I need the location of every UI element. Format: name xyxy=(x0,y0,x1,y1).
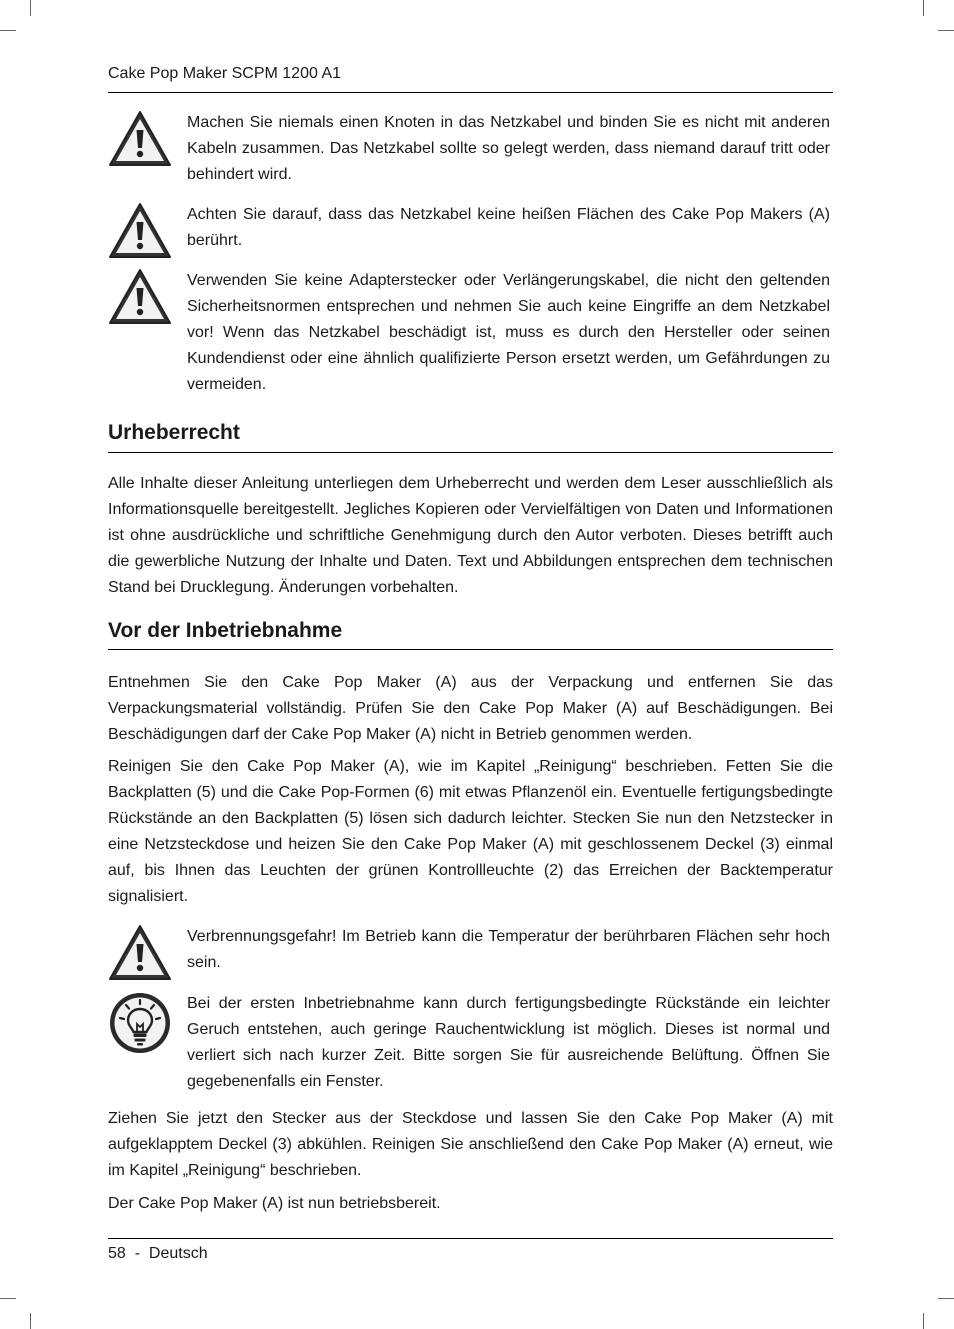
copyright-paragraph: Alle Inhalte dieser Anleitung unterliegen dem Urheberrecht und werden dem Leser ausschließlich als Informationsquelle bereitgestellt. Jegliches Kopieren oder Vervielfältigen von Daten und Informationen ist ohne ausdrückliche und schriftliche Genehmigung durch den Autor verboten. Dieses betrifft auch die gewerbliche Nutzung der Inhalte und Daten. Text und Abbildungen entsprechen dem technischen Stand bei Drucklegung. Änderungen vorbehalten. xyxy=(108,475,833,596)
header-rule xyxy=(108,92,833,93)
warning-text: Achten Sie darauf, dass das Netzkabel keine heißen Flächen des Cake Pop Makers (A) berührt. xyxy=(187,206,830,249)
body-paragraph: Der Cake Pop Maker (A) ist nun betriebsbereit. xyxy=(108,1195,441,1212)
warning-text: Verwenden Sie keine Adapterstecker oder Verlängerungskabel, die nicht den geltenden Sicherheitsnormen entsprechen und nehmen Sie auch keine Eingriffe an dem Netzkabel vor! Wenn das Netzkabel beschädigt ist, muss es durch den Hersteller oder seinen Kundendienst oder eine ähnlich qualifizierte Person ersetzt werden, um Gefährdungen zu vermeiden. xyxy=(187,272,830,393)
crop-mark xyxy=(30,1313,31,1329)
section-rule xyxy=(108,649,833,650)
warning-triangle-icon xyxy=(108,268,172,326)
crop-mark xyxy=(0,30,16,31)
section-heading: Urheberrecht xyxy=(108,421,240,444)
lightbulb-tip-icon xyxy=(108,991,172,1055)
body-paragraph: Ziehen Sie jetzt den Stecker aus der Steckdose und lassen Sie den Cake Pop Maker (A) mit aufgeklapptem Deckel (3) abkühlen. Reinigen Sie anschließend den Cake Pop Maker (A) erneut, wie im Kapitel „Reinigung“ beschrieben. xyxy=(108,1110,833,1179)
footer-rule xyxy=(108,1238,833,1239)
crop-mark xyxy=(923,0,924,16)
crop-mark xyxy=(923,1313,924,1329)
crop-mark xyxy=(30,0,31,16)
body-paragraph: Reinigen Sie den Cake Pop Maker (A), wie im Kapitel „Reinigung“ beschrieben. Fetten Sie die Backplatten (5) und die Cake Pop-Formen (6) mit etwas Pflanzenöl ein. Eventuelle fertigungsbedingte Rückstände an den Backplatten (5) lösen sich dadurch leichter. Stecken Sie nun den Netzstecker in eine Netzsteckdose und heizen Sie den Cake Pop Maker (A) mit geschlossenem Deckel (3) einmal auf, bis Ihnen das Leuchten der grünen Kontrollleuchte (2) das Erreichen der Backtemperatur signalisiert. xyxy=(108,758,833,905)
section-rule xyxy=(108,452,833,453)
warning-triangle-icon xyxy=(108,202,172,260)
running-header: Cake Pop Maker SCPM 1200 A1 xyxy=(108,65,342,82)
section-heading: Vor der Inbetriebnahme xyxy=(108,619,343,642)
crop-mark xyxy=(938,1298,954,1299)
warning-triangle-icon xyxy=(108,110,172,168)
crop-mark xyxy=(0,1298,16,1299)
warning-text: Verbrennungsgefahr! Im Betrieb kann die Temperatur der berührbaren Flächen sehr hoch sein. xyxy=(187,928,830,971)
warning-triangle-icon xyxy=(108,924,172,982)
body-paragraph: Entnehmen Sie den Cake Pop Maker (A) aus der Verpackung und entfernen Sie das Verpackungsmaterial vollständig. Prüfen Sie den Cake Pop Maker (A) auf Beschädigungen. Bei Beschädigungen darf der Cake Pop Maker (A) nicht in Betrieb genommen werden. xyxy=(108,674,833,743)
page-number-footer: 58 - Deutsch xyxy=(108,1245,208,1262)
warning-text: Machen Sie niemals einen Knoten in das Netzkabel und binden Sie es nicht mit anderen Kabeln zusammen. Das Netzkabel sollte so gelegt werden, dass niemand darauf tritt oder behindert wird. xyxy=(187,114,830,183)
crop-mark xyxy=(938,30,954,31)
tip-text: Bei der ersten Inbetriebnahme kann durch fertigungsbedingte Rückstände ein leichter Geruch entstehen, auch geringe Rauchentwicklung ist möglich. Dieses ist normal und verliert sich nach kurzer Zeit. Bitte sorgen Sie für ausreichende Belüftung. Öffnen Sie gegebenenfalls ein Fenster. xyxy=(187,995,830,1090)
